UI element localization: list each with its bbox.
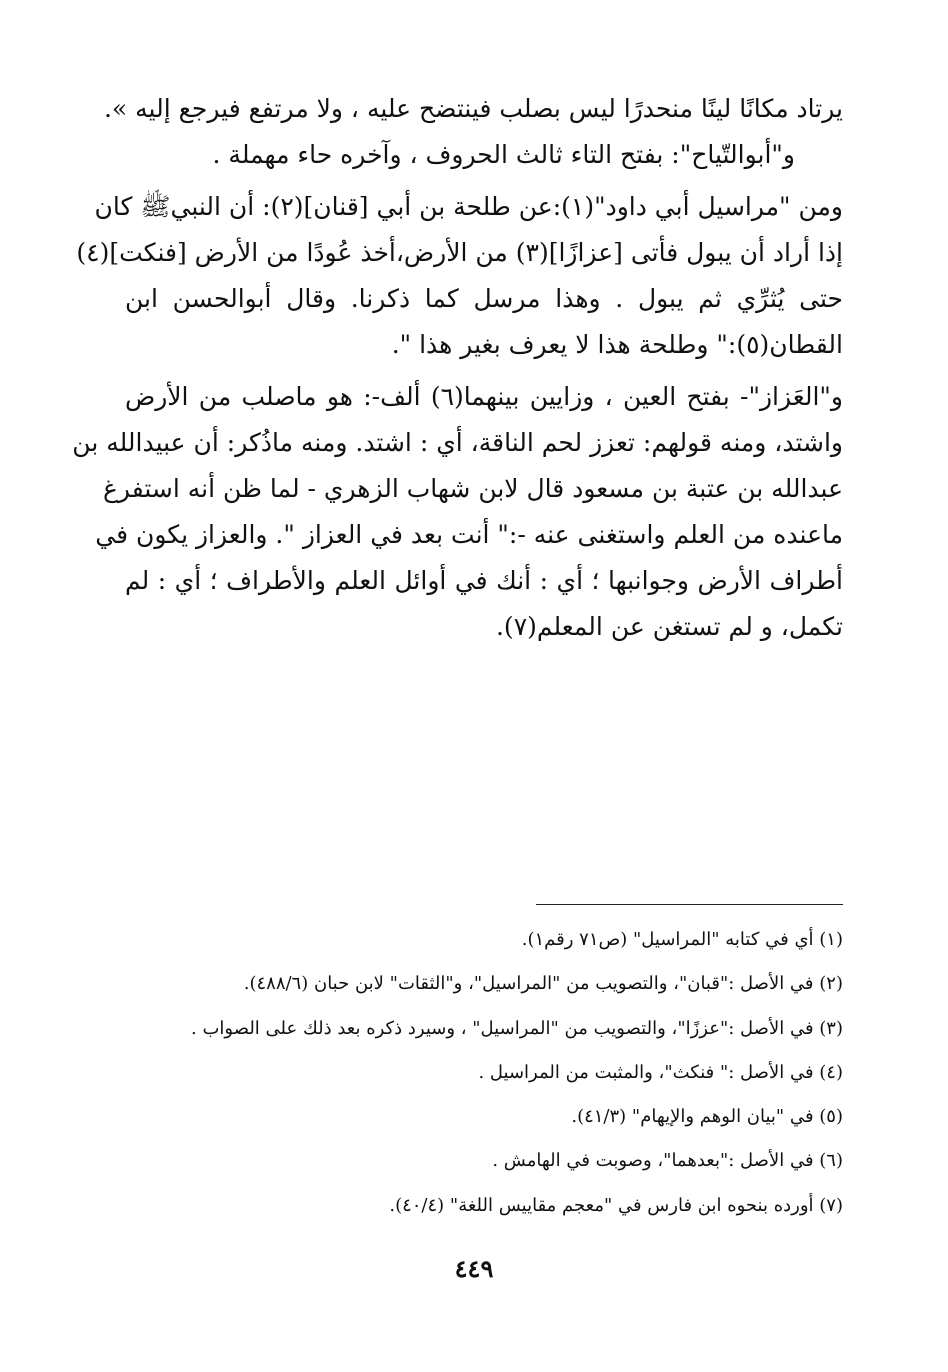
footnote-4: (٤) في الأصل :" فنكث"، والمثبت من المراسيل . (478, 1061, 843, 1083)
body-line-4: إذا أراد أن يبول فأتى [عزازًا](٣) من الأرض،أخذ عُودًا من الأرض [فنكت](٤) (76, 238, 843, 267)
footnote-3: (٣) في الأصل :"عززًا"، والتصويب من "المراسيل" ، وسيرد ذكره بعد ذلك على الصواب . (191, 1017, 843, 1039)
body-line-1: يرتاد مكانًا لينًا منحدرًا ليس بصلب فينتضح عليه ، ولا مرتفع فيرجع إليه ». (103, 94, 843, 123)
body-line-2: و"أبوالتّياح": بفتح التاء ثالث الحروف ، وآخره حاء مهملة . (212, 140, 795, 169)
footnotes (125, 918, 843, 1228)
page-number: ٤٤٩ (454, 1254, 494, 1283)
body-line-5: حتى يُثرِّي ثم يبول . وهذا مرسل كما ذكرنا. وقال أبوالحسن ابن (125, 284, 843, 313)
body-line-11: أطراف الأرض وجوانبها ؛ أي : أنك في أوائل العلم والأطراف ؛ أي : لم (125, 566, 843, 595)
footnote-5: (٥) في "بيان الوهم والإيهام" (٤١/٣). (571, 1106, 843, 1128)
body-line-3: ومن "مراسيل أبي داود"(١):عن طلحة بن أبي [قنان](٢): أن النبيﷺ كان (94, 192, 843, 221)
body-line-9: عبدالله بن عتبة بن مسعود قال لابن شهاب الزهري - لما ظن أنه استفرغ (103, 474, 843, 503)
footnote-separator (536, 904, 843, 905)
footnote-6: (٦) في الأصل :"بعدهما"، وصوبت في الهامش . (492, 1150, 843, 1172)
footnote-7: (٧) أورده بنحوه ابن فارس في "معجم مقاييس اللغة" (٤٠/٤). (389, 1194, 843, 1216)
body-line-7: و"العَزاز"- بفتح العين ، وزايين بينهما(٦) ألف-: هو ماصلب من الأرض (125, 382, 843, 411)
main-text (72, 86, 843, 650)
body-line-12: تكمل، و لم تستغن عن المعلم(٧). (495, 612, 843, 641)
body-line-6: القطان(٥):" وطلحة هذا لا يعرف بغير هذا ". (391, 330, 843, 359)
footnote-1: (١) أي في كتابه "المراسيل" (ص٧١ رقم١). (521, 929, 843, 950)
footnote-2: (٢) في الأصل :"قبان"، والتصويب من "المراسيل"، و"الثقات" لابن حبان (٤٨٨/٦). (243, 973, 843, 995)
body-line-10: ماعنده من العلم واستغنى عنه -:" أنت بعد في العزاز ". والعزاز يكون في (95, 520, 843, 549)
body-line-8: واشتد، ومنه قولهم: تعزز لحم الناقة، أي : اشتد. ومنه ماذُكر: أن عبيدالله بن (72, 428, 843, 457)
